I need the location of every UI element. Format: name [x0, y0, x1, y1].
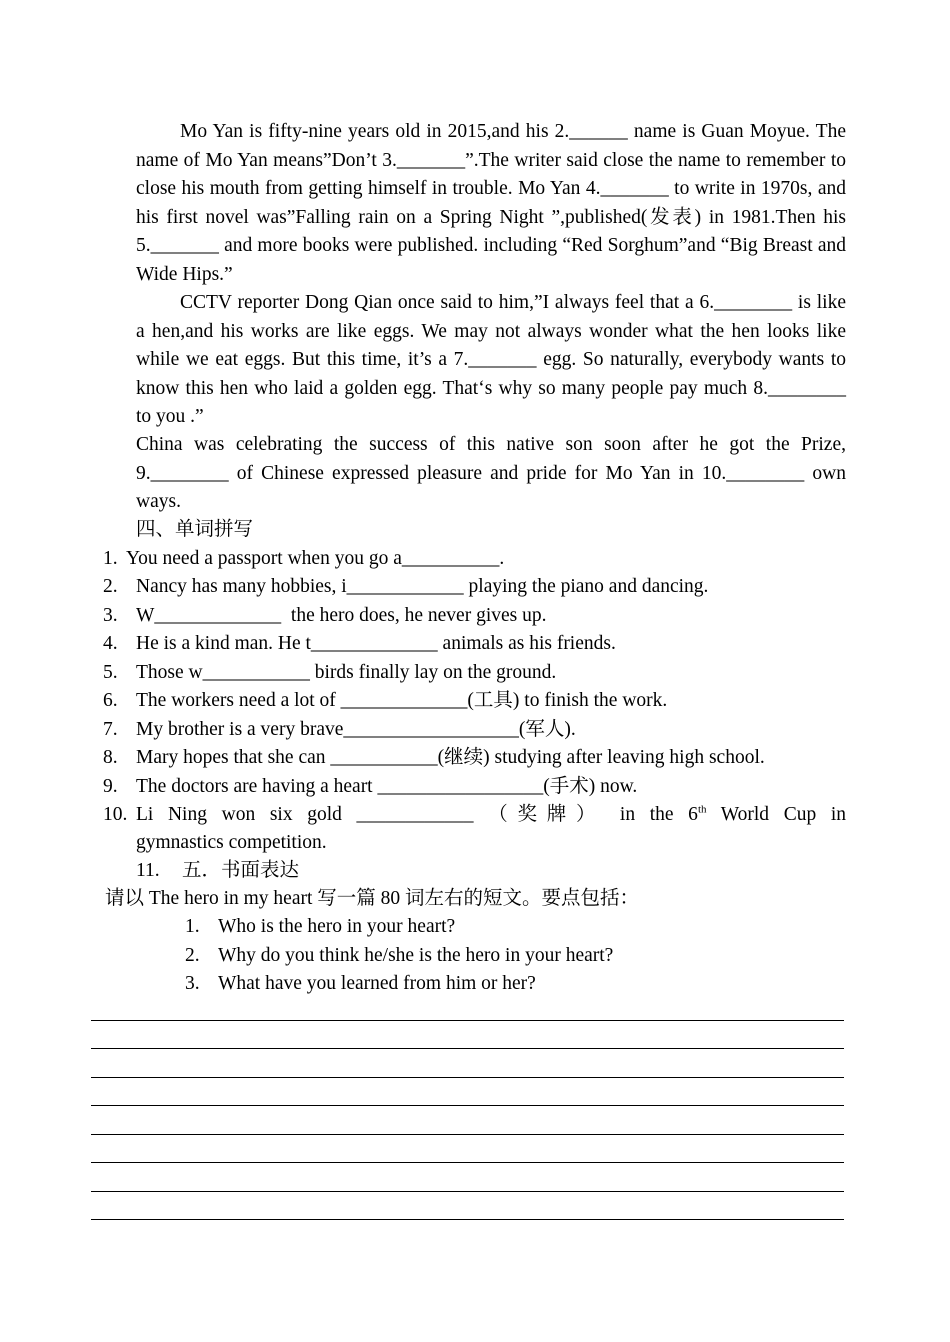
item-text: He is a kind man. He t_____________ animals as his friends. — [136, 633, 616, 654]
item-text: W_____________ the hero does, he never gives up. — [136, 605, 547, 626]
passage-paragraph-2: CCTV reporter Dong Qian once said to him,”I always feel that a 6.________ is like a hen,and his works are like eggs. We may not always wonder what the hen looks like while we eat eggs. But this time, it’s a 7._______ egg. So naturally, everybody wants to know this hen who laid a golden egg. That‘s why so many people pay much 8.________ to you .” — [136, 292, 846, 427]
point-number: 1. — [185, 916, 200, 937]
superscript-th: th — [697, 803, 707, 816]
item-text: Nancy has many hobbies, i____________ playing the piano and dancing. — [136, 576, 709, 597]
item-number: 5. — [103, 662, 118, 683]
item-number: 6. — [103, 690, 118, 711]
writing-instruction: 请以 The hero in my heart 写一篇 80 词左右的短文。要点包括： — [105, 888, 640, 909]
writing-line[interactable] — [91, 1134, 844, 1135]
point-number: 3. — [185, 973, 200, 994]
writing-line[interactable] — [91, 1105, 844, 1106]
item-text-continuation: gymnastics competition. — [136, 832, 327, 853]
writing-line[interactable] — [91, 1191, 844, 1192]
item-number: 1. — [103, 548, 118, 569]
section-5-heading: 五．书面表达 — [182, 860, 300, 881]
item-text: You need a passport when you go a__________. — [126, 548, 505, 569]
item-number: 7. — [103, 719, 118, 740]
point-text: Why do you think he/she is the hero in your heart? — [218, 945, 614, 966]
item-number: 9. — [103, 776, 118, 797]
writing-line[interactable] — [91, 1219, 844, 1220]
writing-line[interactable] — [91, 1077, 844, 1078]
item-text: The workers need a lot of _____________(工具) to finish the work. — [136, 690, 668, 711]
passage-paragraph-1: Mo Yan is fifty-nine years old in 2015,and his 2.______ name is Guan Moyue. The name of Mo Yan means”Don’t 3._______”.The writer said close the name to remember to close his mouth from getting himself in trouble. Mo Yan 4._______ to write in 1970s, and his first novel was”Falling rain on a Spring Night ”,published(发表) in 1981.Then his 5._______ and more books were published. including “Red Sorghum”and “Big Breast and Wide Hips.” — [136, 121, 846, 285]
writing-line[interactable] — [91, 1162, 844, 1163]
writing-line[interactable] — [91, 1020, 844, 1021]
item-number: 8. — [103, 747, 118, 768]
passage-paragraph-3: China was celebrating the success of this native son soon after he got the Prize, 9.________ of Chinese expressed pleasure and pride for Mo Yan in 10.________ own ways. — [136, 434, 846, 512]
section-4-heading: 四、单词拼写 — [136, 519, 254, 540]
item-number: 10. — [103, 804, 128, 825]
item-number: 2. — [103, 576, 118, 597]
point-number: 2. — [185, 945, 200, 966]
item-text: The doctors are having a heart _________________(手术) now. — [136, 776, 638, 797]
item-text: My brother is a very brave__________________(军人). — [136, 719, 576, 740]
item-text: Those w___________ birds finally lay on the ground. — [136, 662, 557, 683]
item-text: Mary hopes that she can ___________(继续) studying after leaving high school. — [136, 747, 765, 768]
item-text: Li Ning won six gold ____________ （奖牌） in the 6th World Cup in — [136, 803, 847, 825]
point-text: Who is the hero in your heart? — [218, 916, 456, 937]
point-text: What have you learned from him or her? — [218, 973, 536, 994]
item-number: 11. — [136, 860, 160, 881]
writing-line[interactable] — [91, 1048, 844, 1049]
item-number: 4. — [103, 633, 118, 654]
item-number: 3. — [103, 605, 118, 626]
